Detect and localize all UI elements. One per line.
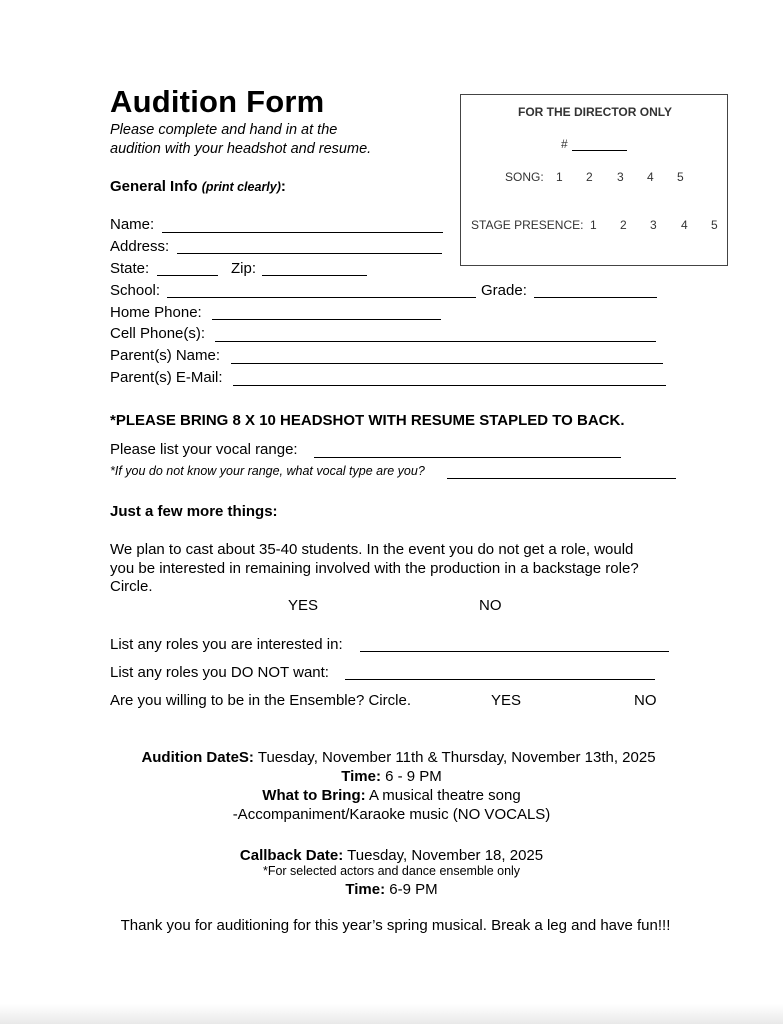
callback-date-label: Callback Date: xyxy=(239,847,344,864)
headshot-notice: *PLEASE BRING 8 X 10 HEADSHOT WITH RESUME STAPLED TO BACK. xyxy=(110,412,625,429)
audition-dates xyxy=(7,749,783,766)
school-label: School: xyxy=(110,282,161,299)
page-bottom-edge xyxy=(0,1004,783,1024)
director-number-label: # xyxy=(561,137,568,151)
home-phone-label: Home Phone: xyxy=(110,304,202,321)
ensemble-question: Are you willing to be in the Ensemble? Circle. xyxy=(110,692,411,709)
presence-score-5: 5 xyxy=(711,218,718,232)
subtitle-line-2: audition with your headshot and resume. xyxy=(110,141,372,157)
address-label: Address: xyxy=(110,238,170,255)
school-field[interactable] xyxy=(167,297,476,298)
what-to-bring-label: What to Bring: xyxy=(262,787,366,804)
parent-name-field[interactable] xyxy=(231,363,663,364)
roles-not-wanted-label: List any roles you DO NOT want: xyxy=(110,664,329,681)
what-to-bring-value: A musical theatre song xyxy=(365,787,521,804)
vocal-type-field[interactable] xyxy=(447,478,676,479)
audition-time xyxy=(0,768,783,785)
callback-note: *For selected actors and dance ensemble only xyxy=(262,864,521,878)
cell-phone-field[interactable] xyxy=(215,341,656,342)
backstage-paragraph-line-2: you be interested in remaining involved with the production in a backstage role? xyxy=(110,560,639,577)
presence-score-2: 2 xyxy=(620,218,627,232)
state-label: State: xyxy=(110,260,150,277)
director-only-box xyxy=(460,94,728,266)
zip-field[interactable] xyxy=(262,275,367,276)
callback-date-value: Tuesday, November 18, 2025 xyxy=(343,847,544,864)
thank-you-note: Thank you for auditioning for this year’s spring musical. Break a leg and have fun!!! xyxy=(120,917,671,934)
presence-score-4: 4 xyxy=(681,218,688,232)
parent-name-label: Parent(s) Name: xyxy=(110,347,221,364)
callback-time xyxy=(0,881,783,898)
song-score-1: 1 xyxy=(556,170,563,184)
address-field[interactable] xyxy=(177,253,442,254)
presence-score-1: 1 xyxy=(590,218,597,232)
ensemble-no-option[interactable]: NO xyxy=(634,692,657,709)
more-things-heading: Just a few more things: xyxy=(110,503,278,520)
state-field[interactable] xyxy=(157,275,218,276)
parent-email-field[interactable] xyxy=(233,385,666,386)
presence-score-3: 3 xyxy=(650,218,657,232)
song-score-3: 3 xyxy=(617,170,624,184)
grade-label: Grade: xyxy=(481,282,527,299)
song-score-2: 2 xyxy=(586,170,593,184)
what-to-bring xyxy=(0,787,783,804)
director-number-line xyxy=(572,150,627,151)
print-clearly-note: (print clearly) xyxy=(201,180,281,194)
general-info-colon: : xyxy=(280,178,286,195)
stage-presence-label: STAGE PRESENCE: xyxy=(471,218,584,232)
vocal-range-label: Please list your vocal range: xyxy=(110,441,298,458)
page-title: Audition Form xyxy=(110,84,325,119)
ensemble-yes-option[interactable]: YES xyxy=(491,692,522,709)
audition-dates-value: Tuesday, November 11th & Thursday, November 13th, 2025 xyxy=(253,749,656,766)
parent-email-label: Parent(s) E-Mail: xyxy=(110,369,223,386)
vocal-type-label: *If you do not know your range, what vocal type are you? xyxy=(110,464,425,478)
backstage-no-option[interactable]: NO xyxy=(479,597,502,614)
vocal-range-field[interactable] xyxy=(314,457,621,458)
audition-time-label: Time: xyxy=(341,768,381,785)
callback-date xyxy=(0,847,783,864)
grade-field[interactable] xyxy=(534,297,657,298)
director-box-title: FOR THE DIRECTOR ONLY xyxy=(517,105,672,119)
roles-interested-field[interactable] xyxy=(360,651,669,652)
general-info-heading xyxy=(110,178,286,195)
subtitle-line-1: Please complete and hand in at the xyxy=(110,122,338,138)
home-phone-field[interactable] xyxy=(212,319,441,320)
audition-dates-label: Audition DateS: xyxy=(141,749,254,766)
roles-not-wanted-field[interactable] xyxy=(345,679,655,680)
backstage-paragraph-line-1: We plan to cast about 35-40 students. In the event you do not get a role, would xyxy=(110,541,634,558)
audition-time-value: 6 - 9 PM xyxy=(380,768,442,785)
song-score-4: 4 xyxy=(647,170,654,184)
callback-time-value: 6-9 PM xyxy=(385,881,438,898)
zip-label: Zip: xyxy=(231,260,257,277)
name-label: Name: xyxy=(110,216,155,233)
name-field[interactable] xyxy=(162,232,443,233)
callback-time-label: Time: xyxy=(345,881,386,898)
song-label: SONG: xyxy=(505,170,544,184)
song-score-5: 5 xyxy=(677,170,684,184)
roles-interested-label: List any roles you are interested in: xyxy=(110,636,343,653)
backstage-paragraph-line-3: Circle. xyxy=(110,578,153,595)
backstage-yes-option[interactable]: YES xyxy=(288,597,319,614)
cell-phone-label: Cell Phone(s): xyxy=(110,325,206,342)
general-info-title: General Info xyxy=(110,178,198,195)
what-to-bring-line-2: -Accompaniment/Karaoke music (NO VOCALS) xyxy=(232,806,551,823)
